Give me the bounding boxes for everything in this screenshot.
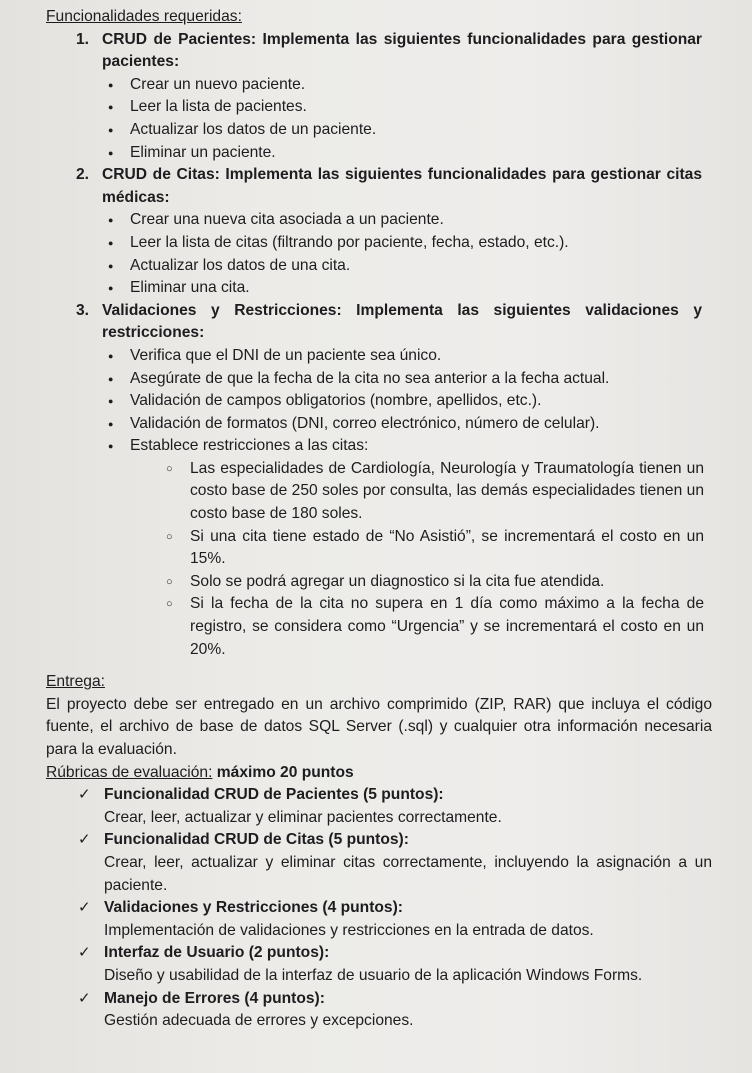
rubric-title: Validaciones y Restricciones (4 puntos): xyxy=(104,899,403,917)
entrega-text: El proyecto debe ser entregado en un archivo comprimido (ZIP, RAR) que incluya el código fuente, el archivo de base de datos SQL Server (.sql) y cualquier otra información necesaria para la evaluación. xyxy=(46,695,712,758)
section-title: CRUD de Pacientes: Implementa las siguientes funcionalidades para gestionar pacientes: xyxy=(102,30,702,71)
rubric-item xyxy=(78,784,712,829)
heading-funcionalidades: Funcionalidades requeridas: xyxy=(46,8,242,25)
list-item: ● Actualizar los datos de una cita. xyxy=(108,255,752,278)
section-number: 1. xyxy=(76,30,90,48)
rubric-desc: Diseño y usabilidad de la interfaz de usuario de la aplicación Windows Forms. xyxy=(104,966,643,984)
rubric-item xyxy=(78,897,712,942)
rubric-desc: Gestión adecuada de errores y excepciones. xyxy=(104,1012,414,1030)
list-item: ● Verifica que el DNI de un paciente sea único. xyxy=(108,345,752,368)
rubricas-max: máximo 20 puntos xyxy=(216,763,354,781)
section-crud-pacientes xyxy=(76,29,702,74)
list-item: ● Eliminar un paciente. xyxy=(108,142,752,165)
sub-list-item: ○ Si la fecha de la cita no supera en 1 día como máximo a la fecha de registro, se considera como “Urgencia” y se incrementará el costo en un 20%. xyxy=(166,593,704,661)
entrega-section xyxy=(46,671,712,761)
rubric-desc: Crear, leer, actualizar y eliminar pacientes correctamente. xyxy=(104,808,502,826)
list-item: ● Actualizar los datos de un paciente. xyxy=(108,119,752,142)
section-validaciones xyxy=(76,300,702,345)
section-crud-citas xyxy=(76,164,702,209)
section-number: 3. xyxy=(76,301,90,319)
rubric-item xyxy=(78,988,712,1033)
check-icon: ✓ xyxy=(78,989,91,1007)
list-item: ● Leer la lista de citas (filtrando por paciente, fecha, estado, etc.). xyxy=(108,232,752,255)
list-item: ● Establece restricciones a las citas: xyxy=(108,435,752,458)
check-icon: ✓ xyxy=(78,831,91,849)
section-title: CRUD de Citas: Implementa las siguientes funcionalidades para gestionar citas médicas: xyxy=(102,166,702,206)
list-item: ● Validación de formatos (DNI, correo electrónico, número de celular). xyxy=(108,413,752,436)
sub-list-item: ○ Si una cita tiene estado de “No Asistió”, se incrementará el costo en un 15%. xyxy=(166,526,704,571)
rubric-item xyxy=(78,829,712,897)
list-item: ● Eliminar una cita. xyxy=(108,277,752,300)
rubricas-label: Rúbricas de evaluación: xyxy=(46,763,213,781)
list-item: ● Crear una nueva cita asociada a un paciente. xyxy=(108,209,752,232)
bullet-list xyxy=(108,209,752,299)
list-item: ● Validación de campos obligatorios (nombre, apellidos, etc.). xyxy=(108,390,752,413)
list-item: ● Crear un nuevo paciente. xyxy=(108,74,752,97)
rubricas-heading xyxy=(46,762,712,785)
bullet-list xyxy=(108,74,752,164)
rubric-item xyxy=(78,942,712,987)
rubric-title: Funcionalidad CRUD de Citas (5 puntos): xyxy=(104,831,409,849)
check-icon: ✓ xyxy=(78,944,91,962)
section-number: 2. xyxy=(76,166,90,184)
rubric-desc: Implementación de validaciones y restricciones en la entrada de datos. xyxy=(104,921,594,939)
rubric-title: Manejo de Errores (4 puntos): xyxy=(104,989,325,1007)
section-title: Validaciones y Restricciones: Implementa las siguientes validaciones y restricciones: xyxy=(102,301,702,342)
list-item: ● Asegúrate de que la fecha de la cita no sea anterior a la fecha actual. xyxy=(108,368,752,391)
bullet-list xyxy=(108,345,752,458)
rubric-desc: Crear, leer, actualizar y eliminar citas correctamente, incluyendo la asignación a un paciente. xyxy=(104,853,712,894)
list-item: ● Leer la lista de pacientes. xyxy=(108,96,752,119)
check-icon: ✓ xyxy=(78,899,91,917)
sub-list-item: ○ Solo se podrá agregar un diagnostico si la cita fue atendida. xyxy=(166,571,704,594)
rubric-title: Interfaz de Usuario (2 puntos): xyxy=(104,944,330,962)
check-icon: ✓ xyxy=(78,786,91,804)
rubric-title: Funcionalidad CRUD de Pacientes (5 puntos): xyxy=(104,786,444,804)
sub-bullet-list xyxy=(166,458,704,661)
sub-list-item: ○ Las especialidades de Cardiología, Neurología y Traumatología tienen un costo base de 250 soles por consulta, las demás especialidades tienen un costo base de 180 soles. xyxy=(166,458,704,526)
entrega-label: Entrega: xyxy=(46,673,105,691)
